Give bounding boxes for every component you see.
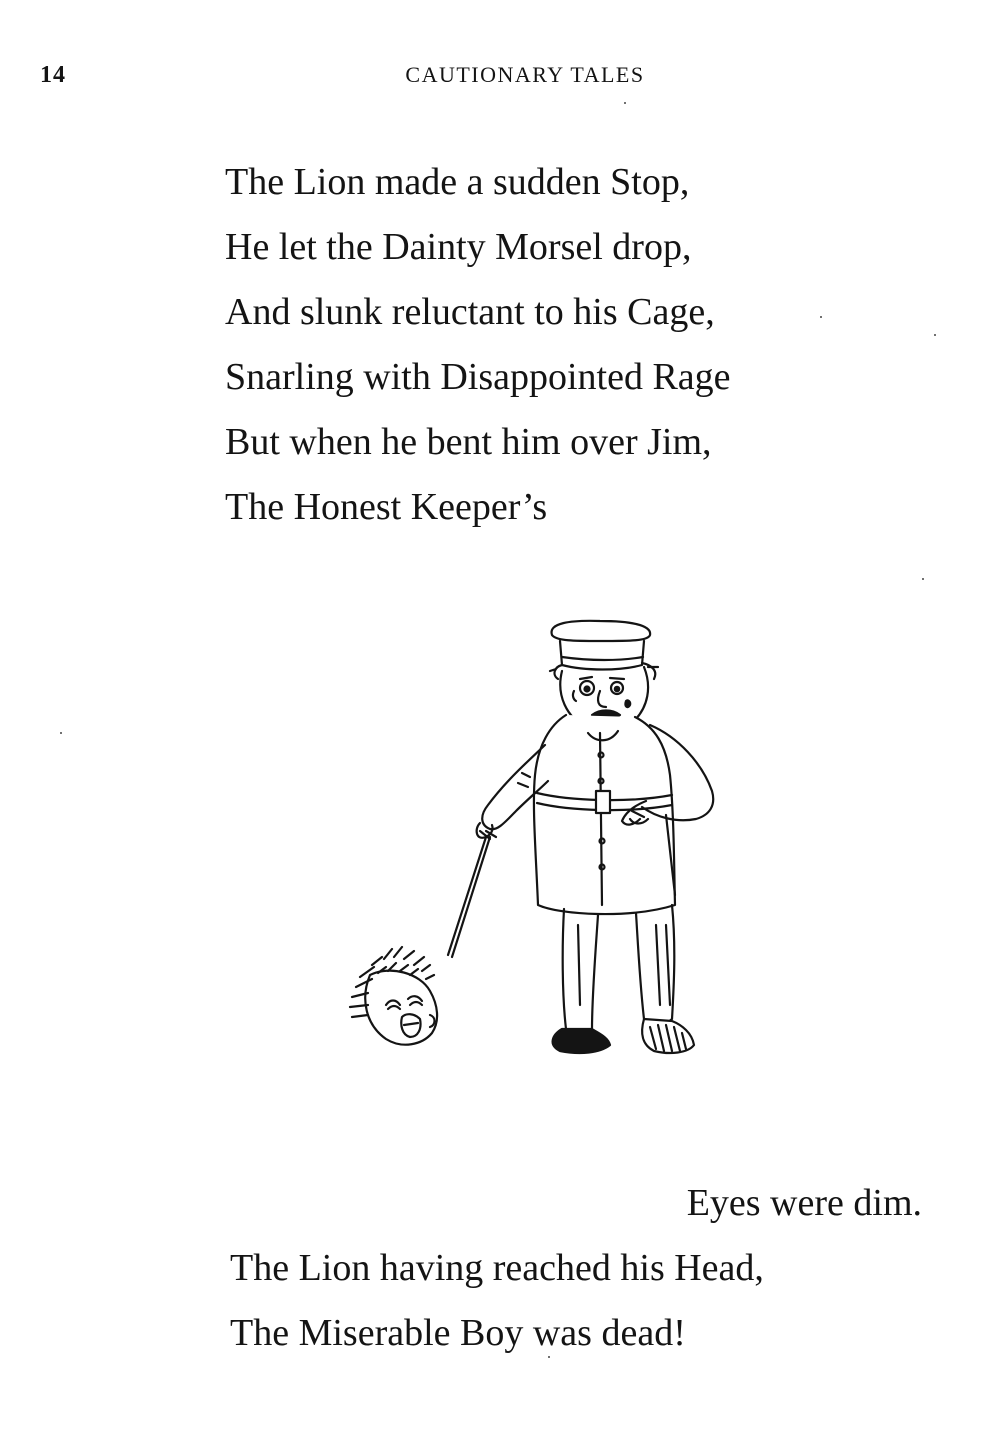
- keeper-cap: [552, 621, 651, 670]
- verse-line-continuation: Eyes were dim.: [686, 1182, 922, 1224]
- keeper-illustration: [330, 605, 730, 1075]
- verse-line: He let the Dainty Morsel drop,: [225, 226, 692, 268]
- print-speck: [624, 102, 626, 104]
- print-speck: [934, 334, 936, 336]
- verse-stanza-top: [225, 150, 731, 540]
- verse-line: The Miserable Boy was dead!: [230, 1312, 686, 1354]
- verse-line: Snarling with Disappointed Rage: [225, 356, 731, 398]
- boy-head: [350, 947, 437, 1045]
- print-speck: [548, 1356, 550, 1358]
- print-speck: [922, 578, 924, 580]
- verse-stanza-bottom: [230, 1236, 764, 1366]
- running-head: CAUTIONARY TALES: [405, 62, 645, 87]
- keeper-legs: [553, 905, 694, 1053]
- print-speck: [820, 316, 822, 318]
- verse-line: And slunk reluctant to his Cage,: [225, 291, 715, 333]
- page-number: 14: [40, 62, 66, 88]
- print-speck: [60, 732, 62, 734]
- verse-line: The Lion made a sudden Stop,: [225, 161, 690, 203]
- verse-line: But when he bent him over Jim,: [225, 421, 712, 463]
- verse-line: The Honest Keeper’s: [225, 486, 548, 528]
- verse-line: The Lion having reached his Head,: [230, 1247, 764, 1289]
- keeper-left-arm: [448, 745, 548, 957]
